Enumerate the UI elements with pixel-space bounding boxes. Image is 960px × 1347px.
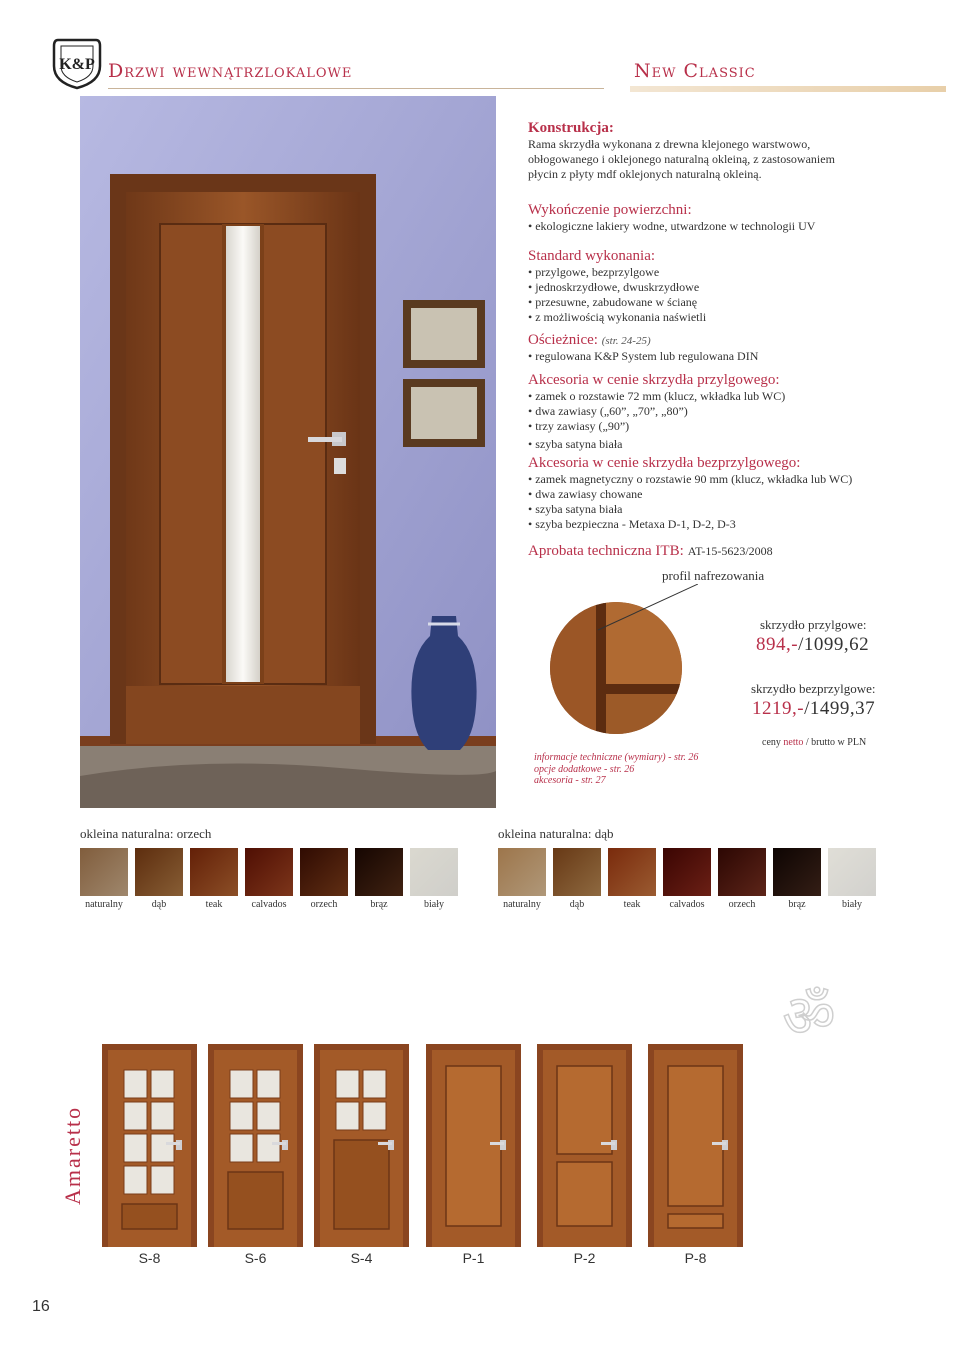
swatch-label: dąb bbox=[569, 899, 585, 910]
page-title: Drzwi wewnątrzlokalowe bbox=[108, 60, 353, 82]
acc-flush-section bbox=[528, 455, 852, 532]
door-photo bbox=[80, 96, 496, 808]
rebated-price-label: skrzydło przylgowe: bbox=[760, 617, 867, 632]
logo-text: K&P bbox=[59, 56, 95, 73]
standard-item: • z możliwością wykonania naświetli bbox=[528, 310, 707, 324]
acc-rebated-section bbox=[528, 372, 785, 452]
acc-flush-item: • dwa zawiasy chowane bbox=[528, 487, 643, 501]
swatch-walnut bbox=[80, 848, 128, 896]
door-label: P-2 bbox=[573, 1250, 596, 1266]
door-p-1 bbox=[426, 1044, 521, 1247]
construction-heading: Konstrukcja: bbox=[528, 120, 614, 136]
acc-rebated-item: • dwa zawiasy („60”, „70”, „80”) bbox=[528, 404, 688, 418]
info-line: akcesoria - str. 27 bbox=[534, 775, 606, 786]
approval-section bbox=[528, 542, 773, 560]
frames-heading: Ościeżnice: bbox=[528, 332, 598, 348]
frames-item: • regulowana K&P System lub regulowana DIN bbox=[528, 349, 759, 363]
frames-section bbox=[528, 332, 758, 364]
door-label: S-4 bbox=[350, 1250, 373, 1266]
swatch-label: calvados bbox=[251, 899, 287, 910]
header-rule bbox=[108, 88, 604, 89]
kp-logo bbox=[52, 36, 102, 90]
info-notes bbox=[534, 752, 698, 787]
finish-section bbox=[528, 202, 815, 234]
acc-rebated-item: • trzy zawiasy („90”) bbox=[528, 419, 630, 433]
page-number: 16 bbox=[32, 1298, 50, 1315]
header-bar bbox=[630, 86, 946, 92]
swatch-label: dąb bbox=[151, 899, 167, 910]
standard-section bbox=[528, 248, 706, 325]
info-line: informacje techniczne (wymiary) - str. 26 bbox=[534, 752, 699, 763]
door-label: S-8 bbox=[138, 1250, 161, 1266]
flush-price-label: skrzydło bezprzylgowe: bbox=[751, 681, 876, 696]
construction-line: obłogowanego i oklejonego naturalną okleiną, z zastosowaniem bbox=[528, 152, 835, 166]
approval-heading: Aprobata techniczna ITB: bbox=[528, 543, 684, 559]
approval-value: AT-15-5623/2008 bbox=[687, 544, 773, 558]
swatch-walnut bbox=[135, 848, 183, 896]
info-line: opcje dodatkowe - str. 26 bbox=[534, 763, 635, 775]
acc-rebated-item: • zamek o rozstawie 72 mm (klucz, wkładka lub WC) bbox=[528, 389, 786, 403]
profile-label: profil nafrezowania bbox=[662, 568, 765, 583]
rebated-gross: /1099,62 bbox=[798, 634, 870, 655]
frames-note: (str. 24-25) bbox=[601, 335, 651, 347]
veneer-oak-title: okleina naturalna: dąb bbox=[498, 826, 614, 841]
swatch-label: biały bbox=[842, 899, 862, 910]
swatch-walnut bbox=[300, 848, 348, 896]
flush-net: 1219,- bbox=[752, 698, 805, 719]
swatch-label: orzech bbox=[728, 899, 756, 910]
swatch-label: naturalny bbox=[85, 899, 123, 910]
swatch-oak bbox=[773, 848, 821, 896]
swatch-oak bbox=[828, 848, 876, 896]
finish-heading: Wykończenie powierzchni: bbox=[528, 202, 692, 218]
collection-name: Amaretto bbox=[60, 1105, 85, 1205]
door-label: S-6 bbox=[244, 1250, 267, 1266]
swatch-walnut bbox=[190, 848, 238, 896]
swatch-label: teak bbox=[205, 899, 223, 910]
construction-section bbox=[528, 120, 835, 182]
swatch-oak bbox=[498, 848, 546, 896]
door-s-8 bbox=[102, 1044, 197, 1247]
swatch-label: calvados bbox=[669, 899, 705, 910]
swatch-label: teak bbox=[623, 899, 641, 910]
door-p-2 bbox=[537, 1044, 632, 1247]
door-label: P-8 bbox=[684, 1250, 707, 1266]
series-title: New Classic bbox=[634, 60, 756, 82]
profile-detail-image bbox=[548, 584, 698, 736]
door-s-6 bbox=[208, 1044, 303, 1247]
door-s-4 bbox=[314, 1044, 409, 1247]
swatch-oak bbox=[608, 848, 656, 896]
standard-item: • przylgowe, bezprzylgowe bbox=[528, 265, 660, 279]
veneer-walnut-title: okleina naturalna: orzech bbox=[80, 826, 212, 841]
swatch-walnut bbox=[245, 848, 293, 896]
swatch-label: orzech bbox=[310, 899, 338, 910]
door-p-8 bbox=[648, 1044, 743, 1247]
acc-flush-item: • szyba bezpieczna - Metaxa D-1, D-2, D-3 bbox=[528, 517, 736, 531]
swatch-walnut bbox=[410, 848, 458, 896]
standard-heading: Standard wykonania: bbox=[528, 248, 656, 264]
rebated-net: 894,- bbox=[756, 634, 799, 655]
rebated-price bbox=[756, 634, 869, 656]
swatch-label: brąz bbox=[788, 899, 806, 910]
swatch-oak bbox=[663, 848, 711, 896]
acc-rebated-heading: Akcesoria w cenie skrzydła przylgowego: bbox=[528, 372, 780, 388]
door-label: P-1 bbox=[462, 1250, 485, 1266]
swatch-walnut bbox=[355, 848, 403, 896]
construction-line: Rama skrzydła wykonana z drewna klejonego warstwowo, bbox=[528, 137, 811, 151]
flush-price bbox=[752, 698, 875, 720]
swatch-label: naturalny bbox=[503, 899, 541, 910]
standard-item: • przesuwne, zabudowane w ścianę bbox=[528, 295, 698, 309]
acc-flush-heading: Akcesoria w cenie skrzydła bezprzylgowego: bbox=[528, 455, 801, 471]
construction-line: płycin z płyty mdf oklejonych naturalną okleiną. bbox=[528, 167, 762, 181]
swatch-oak bbox=[718, 848, 766, 896]
acc-rebated-item: • szyba satyna biała bbox=[528, 437, 623, 451]
acc-flush-item: • szyba satyna biała bbox=[528, 502, 623, 516]
svg-text:ॐ: ॐ bbox=[782, 982, 836, 1046]
flush-gross: /1499,37 bbox=[804, 698, 876, 719]
swatch-oak bbox=[553, 848, 601, 896]
price-note: ceny netto / brutto w PLN bbox=[762, 737, 867, 748]
finish-item: • ekologiczne lakiery wodne, utwardzone w technologii UV bbox=[528, 219, 816, 233]
acc-flush-item: • zamek magnetyczny o rozstawie 90 mm (klucz, wkładka lub WC) bbox=[528, 472, 853, 486]
swatch-label: brąz bbox=[370, 899, 388, 910]
swatch-label: biały bbox=[424, 899, 444, 910]
om-watermark-icon bbox=[774, 982, 844, 1046]
standard-item: • jednoskrzydłowe, dwuskrzydłowe bbox=[528, 280, 700, 294]
